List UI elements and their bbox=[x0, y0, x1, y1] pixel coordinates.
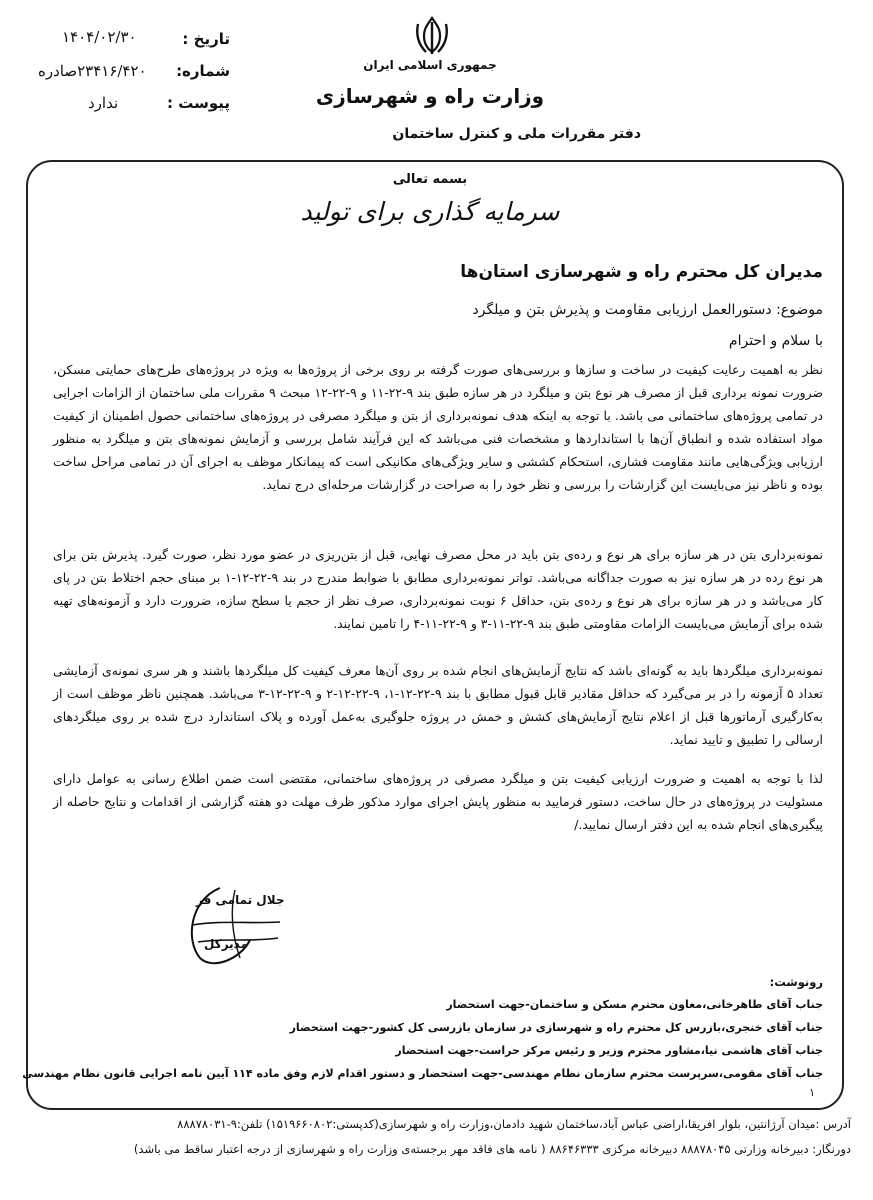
cc-line: جناب آقای مقومی،سرپرست محترم سازمان نظام مهندسی-جهت استحضار و دستور اقدام لازم وفق ماده ۱۱۴ آیین نامه اجرایی قانون نظام مهندسی bbox=[22, 1067, 823, 1080]
republic-title: جمهوری اسلامی ایران bbox=[363, 58, 497, 72]
addressee: مدیران کل محترم راه و شهرسازی استان‌ها bbox=[460, 262, 823, 282]
body-paragraph-2: نمونه‌برداری بتن در هر سازه برای هر نوع و رده‌ی بتن باید در محل مصرف نهایی، قبل از بتن‌ریزی در عضو مورد نظر، صورت گیرد. پذیرش بتن برای هر نوع رده در هر سازه نیز به صورت جداگانه می‌باشد. تواتر نمونه‌برداری مطابق با ضوابط مندرج در بند ۹-۲۲-۱۲-۱ بر مبنای حجم اختلاط بتن در پای کار می‌باشد و در هر سازه برای هر نوع و رده‌ی بتن، حداقل ۶ نوبت نمونه‌برداری، صرف نظر از حجم یا سطح سازه، ضرورت دارد و آزمونه‌های تهیه شده برای آزمایش می‌بایست الزامات مقاومتی طبق بند ۹-۲۲-۱۱-۳ و ۹-۲۲-۱۱-۴ را تامین نمایند. bbox=[53, 547, 824, 631]
page-number: ۱ bbox=[809, 1086, 815, 1099]
body-paragraph-1: نظر به اهمیت رعایت کیفیت در ساخت و سازها و بررسی‌های صورت گرفته بر روی برخی از پروژه‌ها به ویژه در پروژه‌های طرح‌های حمایتی مسکن، ضرورت نمونه برداری قبل از مصرف هر نوع بتن و میلگرد در هر سازه طبق بند ۹-۲۲-۱۱ و ۹-۲۲-۱۲ مبحث ۹ مقررات ملی ساختمان از الزامات اجرایی در تمامی پروژه‌های ساختمانی می باشد. با توجه به اینکه هدف نمونه‌برداری از بتن و میلگرد مصرفی در پروژه‌های ساختمانی حصول اطمینان از کیفیت مواد استفاده شده و انطباق آن‌ها با استانداردها و مشخصات فنی می‌باشد که این فرآیند شامل بررسی و آزمایش نمونه‌های بتن و میلگرد به منظور ارزیابی ویژگی‌هایی مانند مقاومت فشاری، استحکام کششی و سایر ویژگی‌های مکانیکی است که پیمانکار موظف به اجرای آن در تمامی مراحل ساخت بوده و ناظر نیز می‌بایست این گزارشات را بررسی و نظر خود را به صراحت در گزارشات مرحله‌ای درج نماید. bbox=[53, 362, 823, 492]
attachment-label: پیوست : bbox=[166, 94, 230, 112]
number-value: ۲۳۴۱۶/۴۲۰صادره bbox=[38, 62, 147, 80]
signatory-name: جلال تمامی فر bbox=[196, 893, 285, 907]
office-title: دفتر مقررات ملی و کنترل ساختمان bbox=[392, 126, 641, 142]
signatory-title: مدیرکل bbox=[204, 937, 249, 951]
bismillah: بسمه تعالی bbox=[392, 172, 468, 187]
subject-text: دستورالعمل ارزیابی مقاومت و پذیرش بتن و میلگرد bbox=[472, 302, 772, 318]
footer-secretariat: دورنگار: دبیرخانه وزارتی ۸۸۸۷۸۰۴۵ دبیرخانه مرکزی ۸۸۶۴۶۳۳۳ ( نامه های فاقد مهر برجسته‌ی وزارت راه و شهرسازی از درجه اعتبار ساقط می باشد) bbox=[133, 1142, 851, 1156]
cc-label: رونوشت: bbox=[769, 975, 823, 989]
cc-line: جناب آقای خنجری،بازرس کل محترم راه و شهرسازی در سازمان بازرسی کل کشور-جهت استحضار bbox=[289, 1021, 823, 1034]
date-value: ۱۴۰۴/۰۲/۳۰ bbox=[62, 28, 137, 46]
cc-line: جناب آقای طاهرخانی،معاون محترم مسکن و ساختمان-جهت استحضار bbox=[446, 998, 823, 1011]
ministry-title: وزارت راه و شهرسازی bbox=[315, 84, 545, 108]
body-paragraph-3: نمونه‌برداری میلگردها باید به گونه‌ای باشد که نتایج آزمایش‌های انجام شده بر روی آن‌ها معرف کیفیت کل میلگردها باشند و هر سری نمونه‌ی آزمایشی تعداد ۵ آزمونه را در بر می‌گیرد که حداقل مقادیر قابل قبول مطابق با بند ۹-۲۲-۱۲-۱، ۹-۲۲-۱۲-۲ و ۹-۲۲-۱۲-۳ می‌باشد. همچنین ناظر موظف است از به‌کارگیری آرماتورها قبل از اعلام نتایج آزمایش‌های کشش و خمش در پروژه جلوگیری به‌عمل آورده و پلاک استاندارد درج شده بر روی میلگردهای ارسالی را تطبیق و تایید نماید. bbox=[53, 663, 823, 747]
date-label: تاریخ : bbox=[182, 30, 230, 48]
greeting: با سلام و احترام bbox=[728, 333, 823, 349]
number-label: شماره: bbox=[176, 62, 230, 80]
iran-emblem-icon bbox=[410, 14, 454, 58]
attachment-value: ندارد bbox=[88, 94, 119, 112]
cc-line: جناب آقای هاشمی نیا،مشاور محترم وزیر و رئیس مرکز حراست-جهت استحضار bbox=[395, 1044, 823, 1057]
subject-line bbox=[472, 302, 823, 318]
body-paragraph-4: لذا با توجه به اهمیت و ضرورت ارزیابی کیفیت بتن و میلگرد مصرفی در پروژه‌های ساختمانی، مقتضی است ضمن اطلاع رسانی به عوامل دارای مسئولیت در پروژه‌های در حال ساخت، دستور فرمایید به منظور پایش اجرای موارد مذکور ظرف مهلت دو هفته گزارشی از اقدامات و نتایج حاصله از پیگیری‌های انجام شده به این دفتر ارسال نمایید./ bbox=[53, 771, 823, 832]
footer-address: آدرس :میدان آرژانتین، بلوار افریقا،اراضی عباس آباد،ساختمان شهید دادمان،وزارت راه و شهرسازی(کدپستی:۱۵۱۹۶۶۰۸۰۲) تلفن:۹-۸۸۸۷۸۰۳۱ bbox=[177, 1117, 851, 1131]
subject-label: موضوع: bbox=[776, 302, 823, 318]
slogan: سرمایه گذاری برای تولید bbox=[300, 197, 560, 226]
